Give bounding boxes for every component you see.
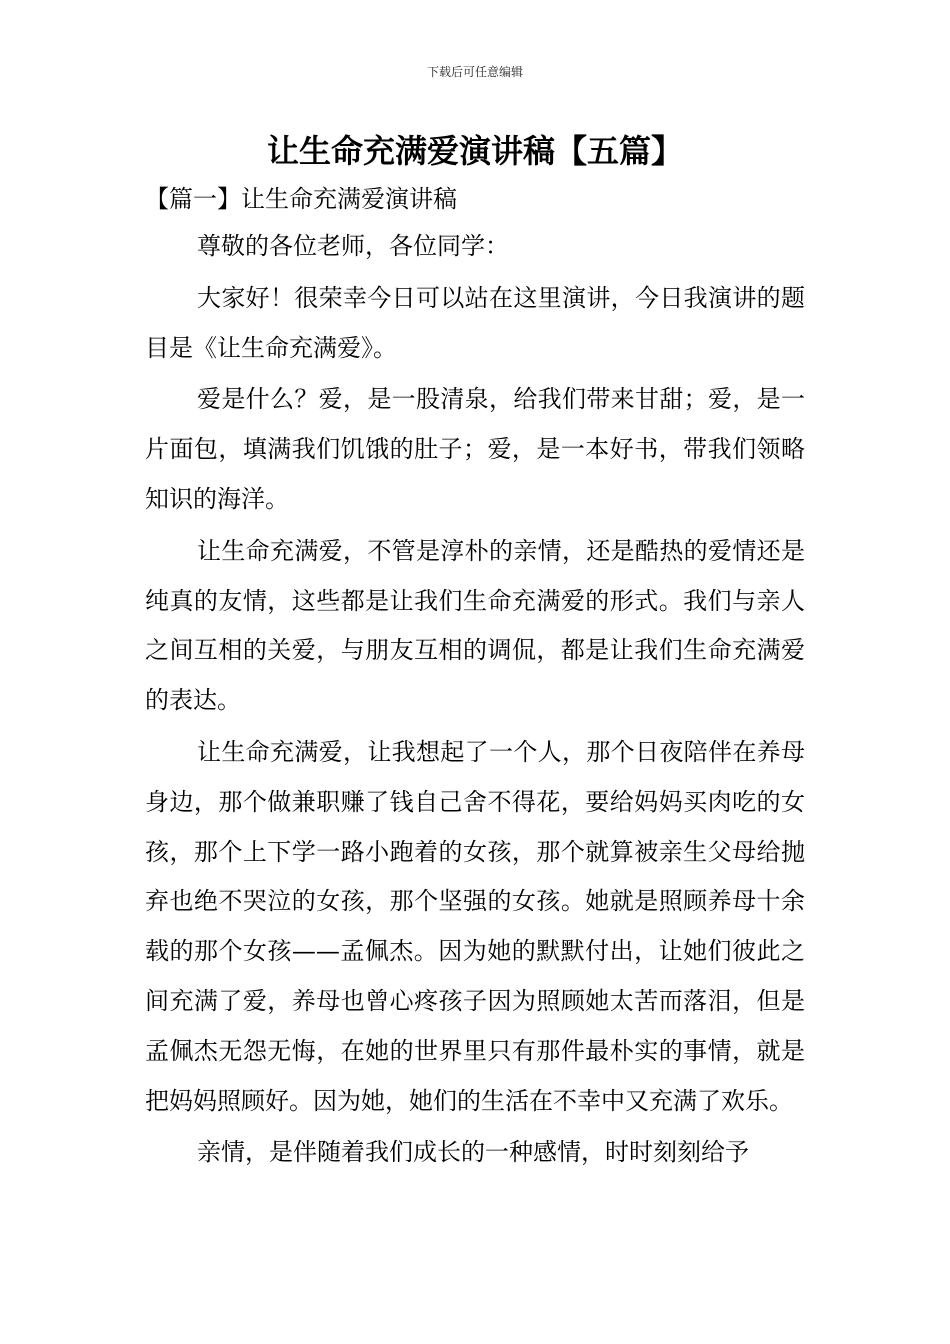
- header-note: 下载后可任意编辑: [426, 65, 523, 79]
- paragraph: 大家好！很荣幸今日可以站在这里演讲，今日我演讲的题目是《让生命充满爱》。: [145, 283, 805, 362]
- paragraph: 尊敬的各位老师，各位同学：: [197, 232, 509, 260]
- section-heading: 【篇一】让生命充满爱演讲稿: [145, 185, 457, 213]
- paragraph: 亲情，是伴随着我们成长的一种感情，时时刻刻给予: [197, 1138, 749, 1167]
- document-title: 让生命充满爱演讲稿【五篇】: [266, 132, 683, 170]
- paragraph: 让生命充满爱，不管是淳朴的亲情，还是酷热的爱情还是纯真的友情，这些都是让我们生命充满爱的形式。我们与亲人之间互相的关爱，与朋友互相的调侃，都是让我们生命充满爱的表达。: [145, 536, 805, 715]
- body-text: [145, 222, 805, 1180]
- paragraph: 爱是什么？爱，是一股清泉，给我们带来甘甜；爱，是一片面包，填满我们饥饿的肚子；爱，是一本好书，带我们领略知识的海洋。: [145, 385, 805, 513]
- paragraph: 让生命充满爱，让我想起了一个人，那个日夜陪伴在养母身边，那个做兼职赚了钱自己舍不得花，要给妈妈买肉吃的女孩，那个上下学一路小跑着的女孩，那个就算被亲生父母给抛弃也绝不哭泣的女孩，那个坚强的女孩。她就是照顾养母十余载的那个女孩——孟佩杰。因为她的默默付出，让她们彼此之间充满了爱，养母也曾心疼孩子因为照顾她太苦而落泪，但是孟佩杰无怨无悔，在她的世界里只有那件最朴实的事情，就是把妈妈照顾好。因为她，她们的生活在不幸中又充满了欢乐。: [145, 737, 805, 1115]
